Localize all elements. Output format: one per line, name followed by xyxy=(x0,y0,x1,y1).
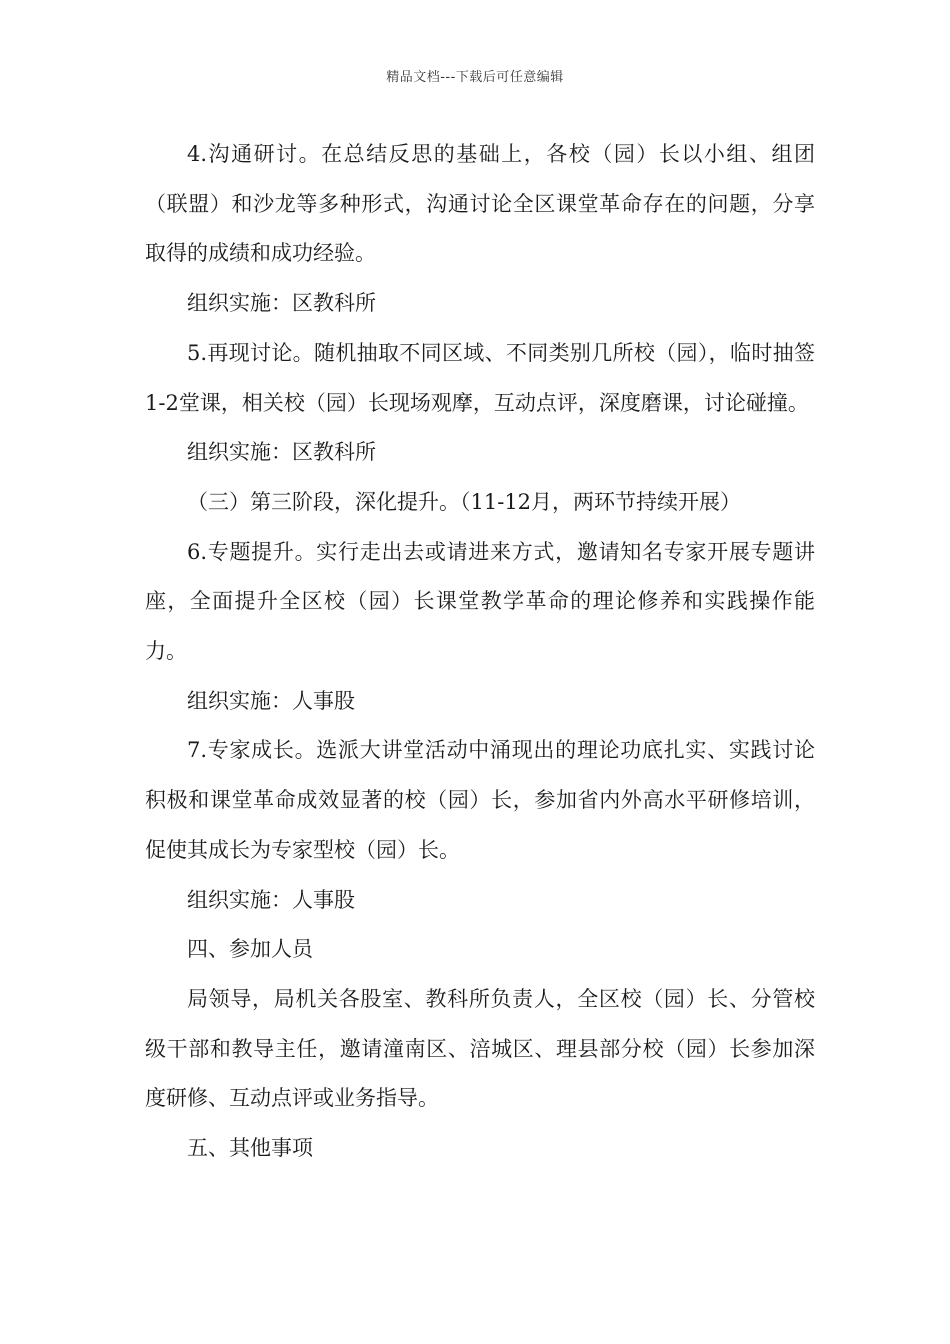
section-stage-three: （三）第三阶段，深化提升。（11-12月，两环节持续开展） xyxy=(187,489,742,514)
page-header: 精品文档---下载后可任意编辑 xyxy=(386,70,564,85)
paragraph-organizer: 组织实施：人事股 xyxy=(187,887,355,912)
paragraph-participants: 局领导，局机关各股室、教科所负责人，全区校（园）长、分管校级干部和教导主任，邀请潼南区、涪城区、理县部分校（园）长参加深度研修、互动点评或业务指导。 xyxy=(145,986,815,1111)
paragraph-topic-improvement: 6.专题提升。实行走出去或请进来方式，邀请知名专家开展专题讲座，全面提升全区校（园）长课堂教学革命的理论修养和实践操作能力。 xyxy=(145,539,815,664)
document-body xyxy=(145,130,815,1174)
section-heading-participants: 四、参加人员 xyxy=(187,937,313,962)
paragraph-organizer: 组织实施：人事股 xyxy=(187,688,355,713)
paragraph-organizer: 组织实施：区教科所 xyxy=(187,291,376,316)
paragraph-organizer: 组织实施：区教科所 xyxy=(187,440,376,465)
section-heading-other-matters: 五、其他事项 xyxy=(187,1136,313,1161)
paragraph-reenact-discussion: 5.再现讨论。随机抽取不同区域、不同类别几所校（园），临时抽签1-2堂课，相关校（园）长现场观摩，互动点评，深度磨课，讨论碰撞。 xyxy=(145,340,815,415)
paragraph-communication-research: 4.沟通研讨。在总结反思的基础上，各校（园）长以小组、组团（联盟）和沙龙等多种形式，沟通讨论全区课堂革命存在的问题，分享取得的成绩和成功经验。 xyxy=(145,142,815,266)
paragraph-expert-growth: 7.专家成长。选派大讲堂活动中涌现出的理论功底扎实、实践讨论积极和课堂革命成效显著的校（园）长，参加省内外高水平研修培训，促使其成长为专家型校（园）长。 xyxy=(145,738,815,862)
